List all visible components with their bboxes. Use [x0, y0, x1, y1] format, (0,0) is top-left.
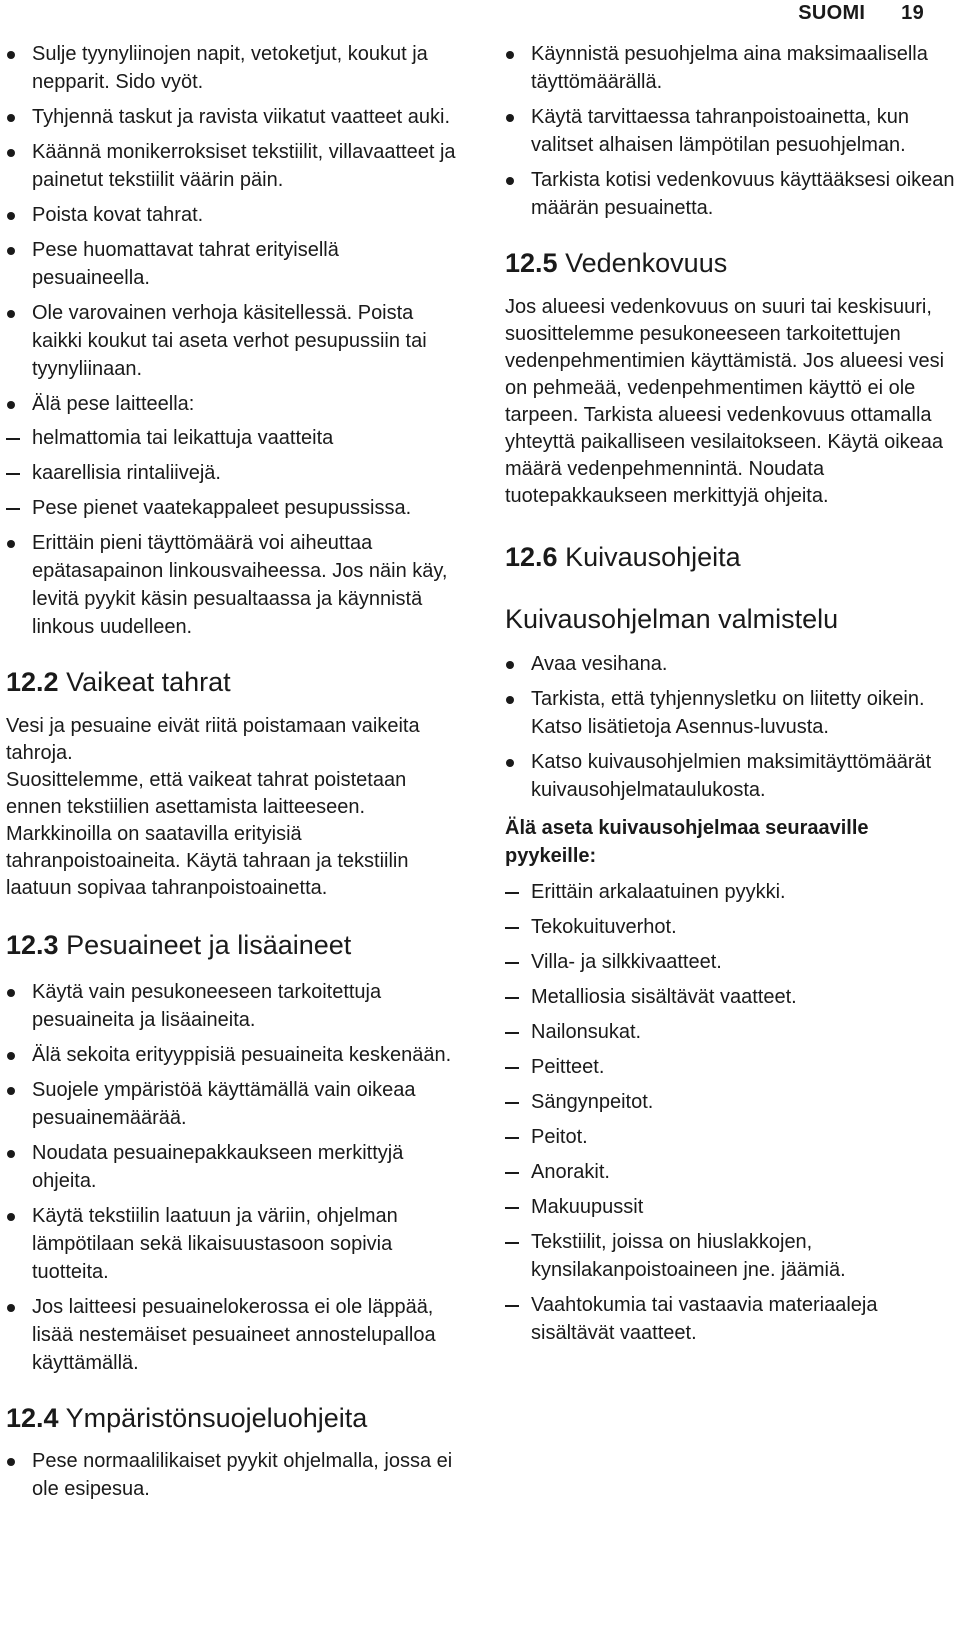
list-item: Peitteet.: [505, 1053, 957, 1081]
list-item: Tekstiilit, joissa on hiuslakkojen, kynsilakanpoistoaineen jne. jäämiä.: [505, 1228, 957, 1284]
list-item: Katso kuivausohjelmien maksimitäyttömäärät kuivausohjelmataulukosta.: [505, 748, 957, 804]
section-title: Vedenkovuus: [565, 248, 728, 278]
section-12-2-body: [6, 713, 456, 902]
list-item: Suojele ympäristöä käyttämällä vain oikeaa pesuainemäärää.: [6, 1076, 456, 1132]
list-item: Poista kovat tahrat.: [6, 201, 456, 229]
list-item: Peitot.: [505, 1123, 957, 1151]
section-heading-12-2: [6, 665, 456, 699]
list-item-text: Älä pese laitteella:: [32, 393, 195, 415]
list-item: Tekokuituverhot.: [505, 913, 957, 941]
list-item: Pese normaalilikaiset pyykit ohjelmalla, jossa ei ole esipesua.: [6, 1447, 456, 1503]
subsection-heading: Kuivausohjelman valmistelu: [505, 604, 839, 634]
list-item: Nailonsukat.: [505, 1018, 957, 1046]
dont-wash-sublist: [6, 424, 456, 522]
left-column: [6, 40, 456, 1510]
section-heading-12-4: [6, 1401, 456, 1435]
drying-prep-list: [505, 650, 957, 804]
list-item: Villa- ja silkkivaatteet.: [505, 948, 957, 976]
dont-dry-list: [505, 878, 957, 1347]
sublist-item: helmattomia tai leikattuja vaatteita: [6, 424, 456, 452]
paragraph: Jos alueesi vedenkovuus on suuri tai keskisuuri, suosittelemme pesukoneeseen tarkoitettujen vedenpehmentimien käyttämistä. Jos alueesi vesi on pehmeää, vedenpehmentimen käyttö ei ole tarpeen. Tarkista alueesi vedenkovuus ottamalla yhteyttä paikalliseen vesilaitokseen. Käytä oikeaa määrä vedenpehmennintä. Noudata tuotepakkaukseen merkittyjä ohjeita.: [505, 296, 945, 507]
list-item: Vaahtokumia tai vastaavia materiaaleja sisältävät vaatteet.: [505, 1291, 957, 1347]
page-number: 19: [901, 2, 924, 24]
list-item: Käytä vain pesukoneeseen tarkoitettuja pesuaineita ja lisäaineita.: [6, 978, 456, 1034]
section-number: 12.4: [6, 1403, 59, 1433]
paragraph: Suosittelemme, että vaikeat tahrat poistetaan ennen tekstiilien asettamista laitteeseen.: [6, 769, 407, 818]
sublist-item: kaarellisia rintaliivejä.: [6, 459, 456, 487]
sublist-item: Pese pienet vaatekappaleet pesupussissa.: [6, 494, 456, 522]
section-number: 12.6: [505, 542, 558, 572]
list-item: Erittäin arkalaatuinen pyykki.: [505, 878, 957, 906]
list-item: Erittäin pieni täyttömäärä voi aiheuttaa epätasapainon linkousvaiheessa. Jos näin käy, levitä pyykit käsin pesualtaassa ja käynnistä linkous uudelleen.: [6, 529, 456, 641]
right-column: [505, 40, 957, 1354]
section-number: 12.2: [6, 667, 59, 697]
section-title: Pesuaineet ja lisäaineet: [66, 930, 352, 960]
list-item: Sängynpeitot.: [505, 1088, 957, 1116]
section-heading-12-5: [505, 246, 957, 280]
list-item: Noudata pesuainepakkaukseen merkittyjä ohjeita.: [6, 1139, 456, 1195]
list-item: Makuupussit: [505, 1193, 957, 1221]
list-item: Käytä tarvittaessa tahranpoistoainetta, kun valitset alhaisen lämpötilan pesuohjelman.: [505, 103, 957, 159]
preparation-list: [6, 40, 456, 641]
section-title: Kuivausohjeita: [565, 542, 741, 572]
section-number: 12.3: [6, 930, 59, 960]
list-item: Älä sekoita erityyppisiä pesuaineita keskenään.: [6, 1041, 456, 1069]
list-item: Tarkista kotisi vedenkovuus käyttääksesi oikean määrän pesuainetta.: [505, 166, 957, 222]
list-item: Käytä tekstiilin laatuun ja väriin, ohjelman lämpötilaan sekä likaisuustasoon sopivia tuotteita.: [6, 1202, 456, 1286]
warning-heading: Älä aseta kuivausohjelmaa seuraaville pyykeille:: [505, 817, 869, 867]
page-header: [798, 2, 924, 25]
list-item: Käännä monikerroksiset tekstiilit, villavaatteet ja painetut tekstiilit väärin päin.: [6, 138, 456, 194]
paragraph: Markkinoilla on saatavilla erityisiä tahranpoistoaineita. Käytä tahraan ja tekstiilin laatuun sopivaa tahranpoistoainetta.: [6, 823, 409, 899]
list-item: Metalliosia sisältävät vaatteet.: [505, 983, 957, 1011]
list-item: Käynnistä pesuohjelma aina maksimaalisella täyttömäärällä.: [505, 40, 957, 96]
section-title: Vaikeat tahrat: [66, 667, 231, 697]
section-number: 12.5: [505, 248, 558, 278]
wash-tips-list: [505, 40, 957, 222]
list-item: Sulje tyynyliinojen napit, vetoketjut, koukut ja nepparit. Sido vyöt.: [6, 40, 456, 96]
language-label: SUOMI: [798, 2, 866, 24]
environment-list: [6, 1447, 456, 1503]
section-heading-12-6: [505, 540, 957, 574]
paragraph: Vesi ja pesuaine eivät riitä poistamaan vaikeita tahroja.: [6, 715, 420, 764]
list-item-dont-wash: [6, 390, 456, 522]
section-heading-12-3: [6, 928, 456, 962]
detergent-list: [6, 978, 456, 1377]
list-item: Pese huomattavat tahrat erityisellä pesuaineella.: [6, 236, 456, 292]
list-item: Tyhjennä taskut ja ravista viikatut vaatteet auki.: [6, 103, 456, 131]
list-item: Anorakit.: [505, 1158, 957, 1186]
section-title: Ympäristönsuojeluohjeita: [65, 1403, 368, 1433]
list-item: Ole varovainen verhoja käsitellessä. Poista kaikki koukut tai aseta verhot pesupussiin tai tyynyliinaan.: [6, 299, 456, 383]
list-item: Tarkista, että tyhjennysletku on liitetty oikein. Katso lisätietoja Asennus-luvusta.: [505, 685, 957, 741]
list-item: Avaa vesihana.: [505, 650, 957, 678]
list-item: Jos laitteesi pesuainelokerossa ei ole läppää, lisää nestemäiset pesuaineet annostelupalloa käyttämällä.: [6, 1293, 456, 1377]
